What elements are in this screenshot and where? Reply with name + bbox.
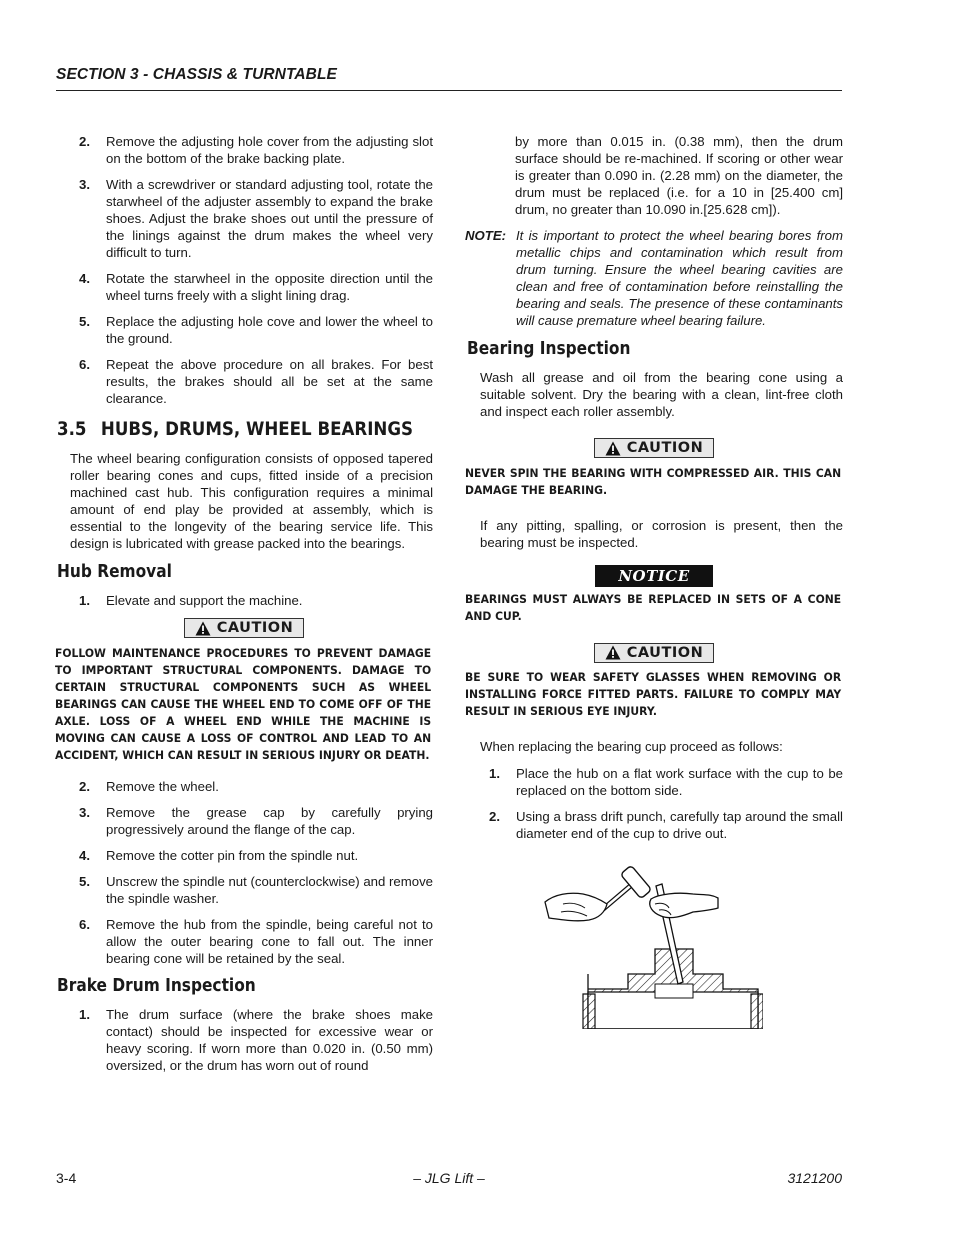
step-text: Remove the adjusting hole cover from the adjusting slot on the bottom of the brake backing plate.	[106, 134, 433, 166]
list-item	[55, 847, 433, 864]
notice-badge	[595, 565, 713, 587]
step-number: 6.	[79, 916, 90, 932]
list-item	[55, 313, 433, 347]
intro-paragraph: The wheel bearing configuration consists of opposed tapered roller bearing cones and cups, fitted inside of a precision machined cast hub. This configuration requires a minimal amount of end play be provided at assembly, which is essential to the longevity of the bearing service life. This design is lubricated with grease packed into the bearings.	[70, 451, 433, 551]
note	[465, 227, 843, 329]
list-item	[55, 176, 433, 261]
list-item	[465, 765, 843, 799]
list-item	[55, 356, 433, 407]
list-item	[55, 916, 433, 967]
list-item	[55, 1006, 433, 1074]
continued-paragraph: by more than 0.015 in. (0.38 mm), then the drum surface should be re-machined. If scoring or other wear is greater than 0.090 in. (2.28 mm) on the diameter, the drum must be replaced (i.e. for a 10 in [25.400 cm] drum, no greater than 10.090 in.[25.628 cm]).	[515, 134, 843, 217]
step-text: Using a brass drift punch, carefully tap around the small diameter end of the cup to drive out.	[516, 809, 843, 841]
list-item	[55, 133, 433, 167]
caution-badge	[184, 618, 304, 638]
section-heading	[57, 419, 414, 440]
hub-removal-heading: Hub Removal	[57, 562, 172, 582]
note-label: NOTE:	[465, 228, 507, 243]
caution-badge	[594, 438, 714, 458]
notice-label: NOTICE	[618, 566, 690, 585]
step-number: 5.	[79, 873, 90, 889]
caution-label: CAUTION	[626, 644, 704, 661]
step-text: Place the hub on a flat work surface with the cup to be replaced on the bottom side.	[516, 766, 843, 798]
left-column	[55, 133, 433, 1083]
brake-drum-heading: Brake Drum Inspection	[57, 975, 256, 996]
step-number: 5.	[79, 314, 90, 329]
step-number: 4.	[79, 271, 90, 286]
right-column	[465, 133, 843, 1029]
bearing-paragraph: When replacing the bearing cup proceed as follows:	[480, 739, 783, 754]
list-item	[55, 873, 433, 907]
page-number: 3-4	[56, 1170, 77, 1186]
list-item	[55, 778, 433, 795]
step-number: 4.	[79, 847, 90, 863]
list-item	[55, 804, 433, 838]
bearing-paragraph: Wash all grease and oil from the bearing cone using a suitable solvent. Dry the bearing with a clean, lint-free cloth and inspect each roller assembly.	[480, 370, 843, 419]
caution-badge	[594, 643, 714, 663]
section-number: 3.5	[57, 419, 87, 440]
step-number: 3.	[79, 804, 90, 820]
footer-brand: – JLG Lift –	[413, 1170, 485, 1186]
caution-label: CAUTION	[216, 620, 294, 636]
section-header-title: SECTION 3 - CHASSIS & TURNTABLE	[56, 66, 337, 83]
step-number: 2.	[79, 134, 90, 149]
section-title: HUBS, DRUMS, WHEEL BEARINGS	[100, 419, 414, 440]
note-text: It is important to protect the wheel bearing bores from metallic chips and contamination which result from drum turning. Ensure the wheel bearing cavities are clean and free of contamination before reinstalling the bearing and seals. The presence of these contaminants will cause premature wheel bearing failure.	[516, 228, 843, 328]
step-number: 2.	[489, 809, 500, 824]
step-text: Remove the wheel.	[106, 778, 219, 794]
step-text: With a screwdriver or standard adjusting tool, rotate the starwheel of the adjuster assembly to expand the brake shoes. Adjust the brake shoes out until the pressure of the linings against the drum makes the wheel very difficult to turn.	[106, 177, 433, 260]
bearing-cup-removal-illustration	[543, 864, 763, 1029]
step-text: Remove the grease cap by carefully prying progressively around the flange of the cap.	[106, 804, 433, 837]
step-text: Replace the adjusting hole cove and lower the wheel to the ground.	[106, 314, 433, 346]
step-text: Rotate the starwheel in the opposite direction until the wheel turns freely with a slight lining drag.	[106, 271, 433, 303]
list-item	[55, 270, 433, 304]
caution-text: FOLLOW MAINTENANCE PROCEDURES TO PREVENT DAMAGE TO IMPORTANT STRUCTURAL COMPONENTS. DAMAGE TO CERTAIN STRUCTURAL COMPONENTS SUCH AS WHEEL BEARINGS CAN CAUSE THE WHEEL END TO COME OFF OF THE AXLE. LOSS OF A WHEEL END WHILE THE MACHINE IS MOVING CAN CAUSE A LOSS OF CONTROL AND LEAD TO AN ACCIDENT, WHICH CAN RESULT IN SERIOUS INJURY OR DEATH.	[55, 645, 432, 762]
step-text: Repeat the above procedure on all brakes. For best results, the brakes should all be set at the same clearance.	[106, 357, 433, 406]
step-text: The drum surface (where the brake shoes make contact) should be inspected for excessive wear or heavy scoring. If worn more than 0.020 in. (0.50 mm) oversized, or the drum has worn out of round	[106, 1006, 433, 1073]
document-number: 3121200	[787, 1170, 842, 1186]
caution-text: NEVER SPIN THE BEARING WITH COMPRESSED AIR. THIS CAN DAMAGE THE BEARING.	[465, 465, 842, 497]
step-number: 1.	[79, 1006, 90, 1022]
step-text: Elevate and support the machine.	[106, 593, 303, 608]
notice-text: BEARINGS MUST ALWAYS BE REPLACED IN SETS OF A CONE AND CUP.	[465, 591, 842, 623]
page-header	[56, 66, 842, 91]
bearing-paragraph: If any pitting, spalling, or corrosion is present, then the bearing must be inspected.	[480, 517, 843, 550]
step-number: 1.	[489, 766, 500, 781]
step-text: Remove the cotter pin from the spindle nut.	[106, 847, 359, 863]
warning-triangle-icon	[605, 441, 621, 456]
step-text: Remove the hub from the spindle, being careful not to allow the outer bearing cone to fall out. The inner bearing cone will be retained by the seal.	[106, 916, 433, 966]
warning-triangle-icon	[195, 621, 211, 636]
step-number: 3.	[79, 177, 90, 192]
step-number: 6.	[79, 357, 90, 372]
list-item	[55, 592, 433, 609]
step-number: 2.	[79, 778, 90, 794]
step-text: Unscrew the spindle nut (counterclockwise) and remove the spindle washer.	[106, 873, 433, 906]
step-number: 1.	[79, 593, 90, 608]
caution-label: CAUTION	[626, 440, 704, 456]
bearing-inspection-heading: Bearing Inspection	[467, 339, 631, 359]
warning-triangle-icon	[605, 645, 621, 660]
list-item	[465, 808, 843, 842]
caution-text: BE SURE TO WEAR SAFETY GLASSES WHEN REMOVING OR INSTALLING FORCE FITTED PARTS. FAILURE TO COMPLY MAY RESULT IN SERIOUS EYE INJURY.	[465, 670, 842, 718]
